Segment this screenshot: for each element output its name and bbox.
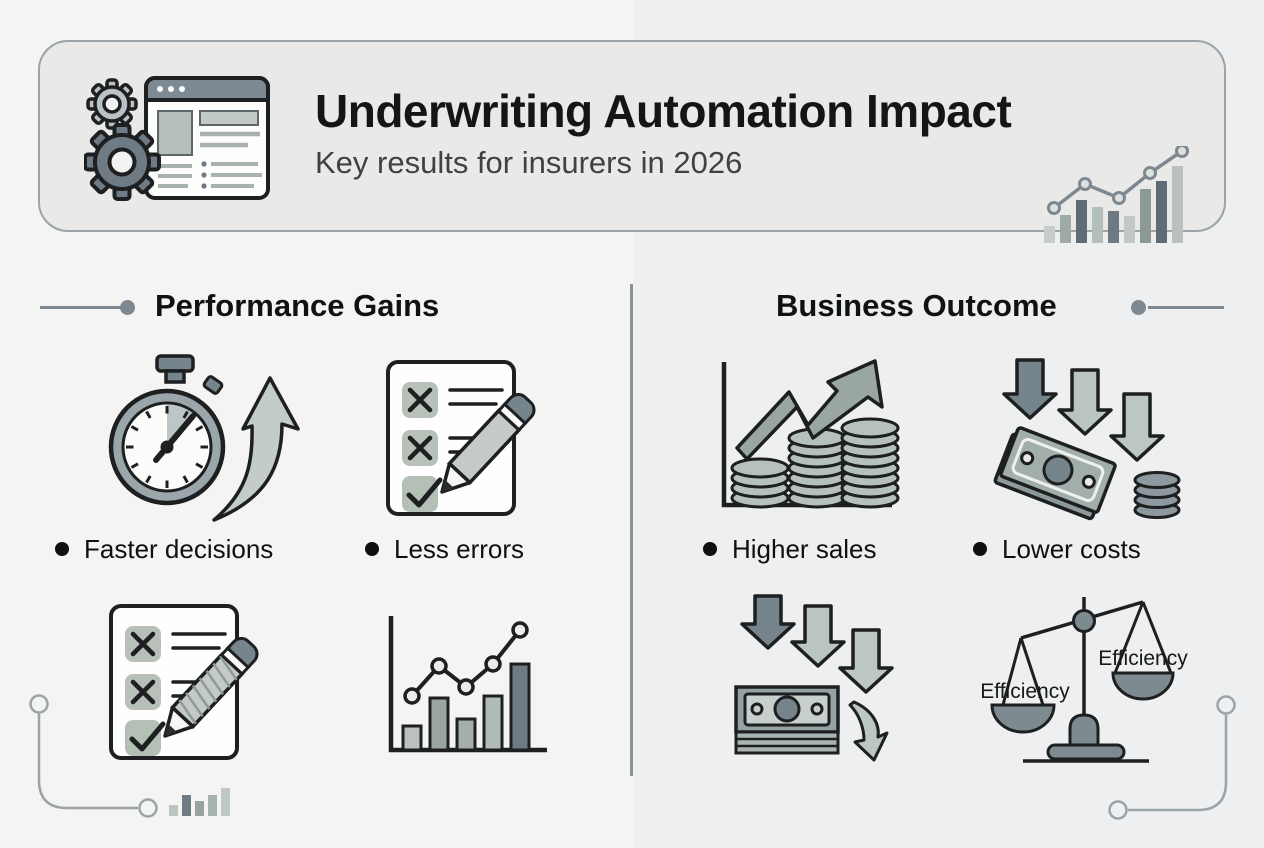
banknote-stack <box>736 687 838 753</box>
gear-small-icon <box>88 80 136 128</box>
label-text: Faster decisions <box>84 533 274 564</box>
label-text: Less errors <box>394 533 525 564</box>
chart-bars <box>1044 166 1183 243</box>
page-title: Underwriting Automation Impact <box>315 85 1012 137</box>
mini-bar-chart-icon <box>169 788 230 816</box>
curved-down-arrow <box>850 702 887 760</box>
label-text: Lower costs <box>1002 533 1141 564</box>
coin-stack <box>1135 473 1179 518</box>
connector-dot <box>31 696 48 713</box>
bullet-icon <box>973 542 987 556</box>
connector-dot <box>1110 802 1127 819</box>
stopwatch-up-arrow-icon <box>100 352 302 522</box>
bars <box>403 664 529 750</box>
browser-window <box>146 78 268 198</box>
left-title-rule <box>40 306 122 309</box>
checklist-pencil-icon <box>382 356 550 522</box>
trend-line <box>405 623 527 703</box>
automation-browser-gears-icon <box>84 74 274 204</box>
section-title-performance-gains: Performance Gains <box>155 288 440 323</box>
connector-dot <box>140 800 157 817</box>
section-divider <box>630 284 633 776</box>
banknote <box>994 426 1115 520</box>
growth-chart-coins-icon <box>710 352 900 522</box>
bullet-icon <box>703 542 717 556</box>
label-higher-sales <box>703 534 877 564</box>
rising-bar-chart-icon <box>1042 146 1192 246</box>
page-subtitle: Key results for insurers in 2026 <box>315 144 743 180</box>
falling-arrows-money-icon <box>985 352 1195 522</box>
cash-outflow-arrows-icon <box>708 590 918 768</box>
label-lower-costs <box>973 534 1141 564</box>
label-faster-decisions <box>55 534 273 564</box>
left-title-dot <box>120 300 135 315</box>
efficiency-label-left: Efficiency <box>980 680 1070 703</box>
bottom-right-connector-decoration <box>1100 692 1236 824</box>
efficiency-label-right: Efficiency <box>1098 647 1188 670</box>
gear-large-icon <box>85 125 159 199</box>
label-less-errors <box>365 534 524 564</box>
bar-chart-trend-icon <box>375 610 555 760</box>
down-arrows <box>742 596 892 692</box>
right-title-dot <box>1131 300 1146 315</box>
connector-line <box>39 713 138 808</box>
bullet-icon <box>55 542 69 556</box>
label-text: Higher sales <box>732 533 877 564</box>
checkboxes <box>402 382 440 512</box>
bottom-left-connector-decoration <box>28 692 240 824</box>
connector-line <box>1128 714 1226 810</box>
right-title-rule <box>1148 306 1224 309</box>
up-swoosh-arrow <box>214 378 298 520</box>
bullet-icon <box>365 542 379 556</box>
stopwatch-body <box>111 356 223 503</box>
connector-dot <box>1218 697 1235 714</box>
left-pan <box>992 705 1054 732</box>
section-title-business-outcome: Business Outcome <box>776 288 1057 323</box>
